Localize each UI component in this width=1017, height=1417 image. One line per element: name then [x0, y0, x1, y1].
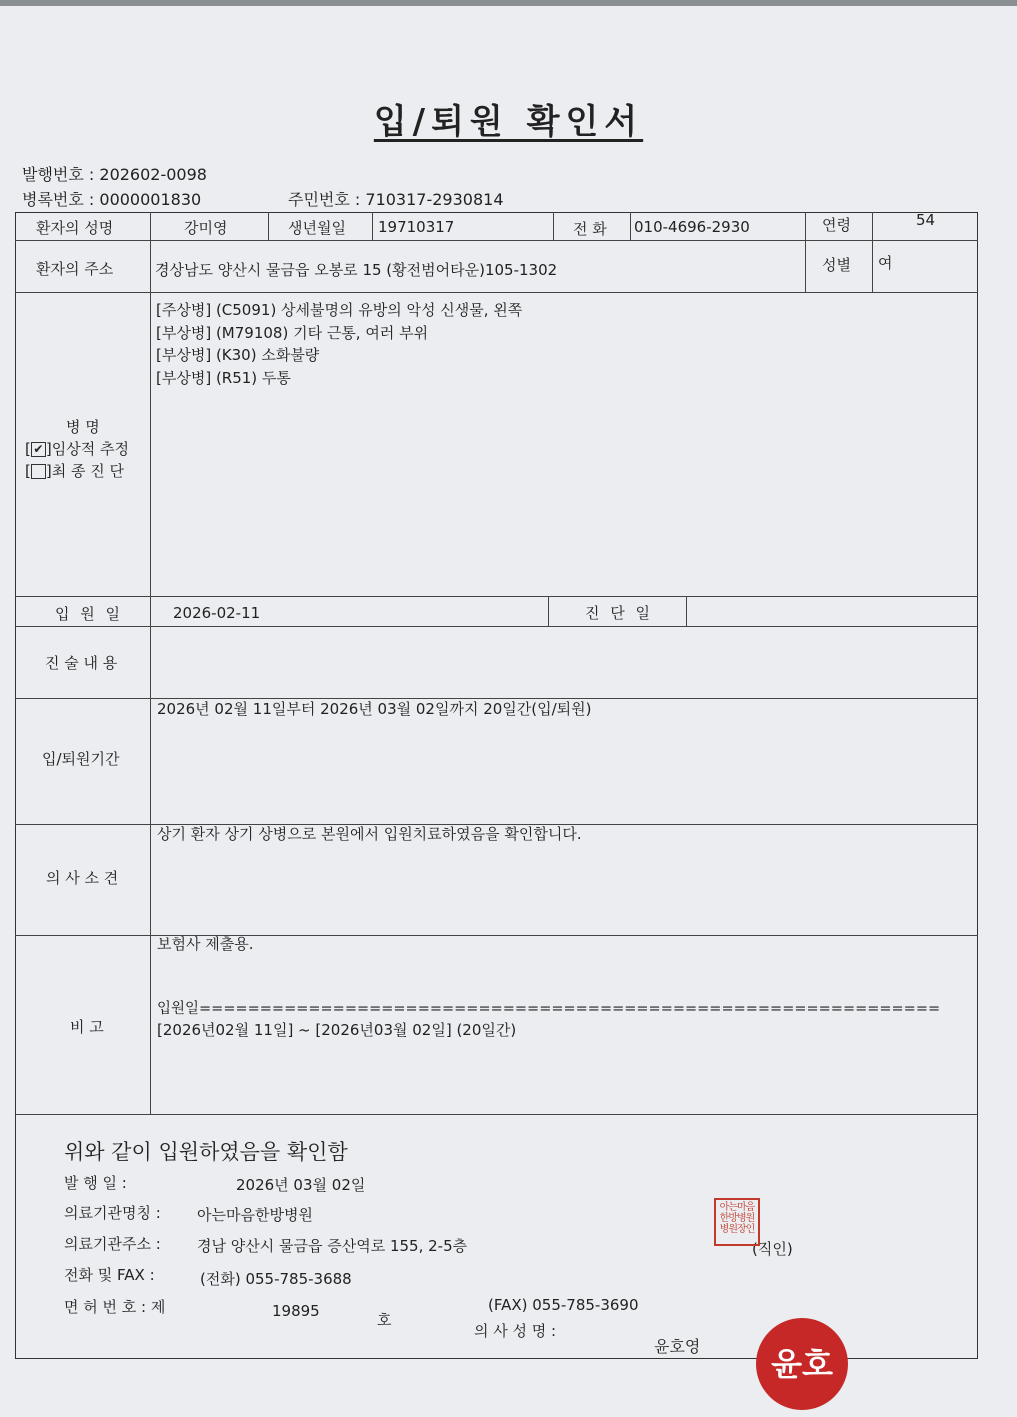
hospital-name-label: 의료기관명칭 : [64, 1204, 161, 1222]
col-divider [686, 596, 687, 626]
document-page [0, 6, 1017, 1417]
hospital-address: 경남 양산시 물금읍 증산역로 155, 2-5층 [197, 1237, 468, 1255]
row-divider [15, 596, 978, 597]
issue-number: 발행번호 : 202602-0098 [22, 165, 207, 184]
col-divider [372, 212, 373, 240]
document-title-wrap [0, 94, 1017, 143]
diagnosis-line: [부상병] (M79108) 기타 근통, 여러 부위 [156, 323, 429, 342]
remarks-label: 비 고 [70, 1018, 104, 1036]
doctor-seal-stamp: 윤호 [756, 1318, 848, 1410]
hospital-name: 아는마음한방병원 [197, 1206, 313, 1224]
col-divider [548, 596, 549, 626]
issue-date-label: 발 행 일 : [64, 1174, 127, 1192]
birth-date: 19710317 [378, 218, 455, 236]
hospital-seal-stamp: 아는마음 한방병원 병원장인 [714, 1198, 760, 1246]
row-divider [15, 240, 978, 241]
final-diagnosis-label: ]최 종 진 단 [45, 462, 124, 480]
statement-label: 진 술 내 용 [45, 654, 118, 672]
age-label: 연령 [822, 216, 851, 234]
phone-fax-label: 전화 및 FAX : [64, 1266, 155, 1284]
col-divider [268, 212, 269, 240]
col-divider [805, 212, 806, 292]
seal-note: (직인) [752, 1240, 793, 1258]
birth-label: 생년월일 [288, 219, 346, 237]
confirmation-statement: 위와 같이 입원하였음을 확인함 [64, 1140, 348, 1164]
bracket: [ [25, 462, 31, 480]
hospital-address-label: 의료기관주소 : [64, 1235, 161, 1253]
row-divider [15, 626, 978, 627]
address-label: 환자의 주소 [36, 260, 114, 278]
final-diagnosis-option [25, 460, 124, 481]
opinion-label: 의 사 소 견 [46, 869, 119, 887]
diagnosis-line: [주상병] (C5091) 상세불명의 유방의 악성 신생물, 왼쪽 [156, 301, 523, 319]
col-divider [872, 212, 873, 292]
diagnosis-date-label: 진 단 일 [585, 604, 654, 622]
doctor-name-label: 의 사 성 명 : [474, 1322, 557, 1340]
hospital-fax: (FAX) 055-785-3690 [488, 1296, 639, 1314]
admission-date: 2026-02-11 [173, 604, 261, 622]
patient-name-label: 환자의 성명 [36, 219, 114, 237]
row-divider [15, 1114, 978, 1115]
doctor-name: 윤호영 [654, 1337, 701, 1356]
hospital-phone: (전화) 055-785-3688 [200, 1270, 352, 1288]
record-number: 병록번호 : 0000001830 [22, 190, 202, 209]
diagnosis-line: [부상병] (K30) 소화불량 [156, 346, 320, 364]
patient-name: 강미영 [184, 219, 228, 237]
opinion-content: 상기 환자 상기 상병으로 본원에서 입원치료하였음을 확인합니다. [157, 825, 582, 843]
patient-address: 경상남도 양산시 물금읍 오봉로 15 (황전범어타운)105-1302 [155, 261, 558, 279]
phone-number: 010-4696-2930 [634, 218, 750, 236]
col-divider [630, 212, 631, 240]
diagnosis-label: 병 명 [66, 418, 100, 436]
remarks-line: 입원일============================================================= [157, 1001, 941, 1017]
resident-number: 주민번호 : 710317-2930814 [288, 190, 504, 209]
diagnosis-list [156, 299, 522, 389]
license-suffix: 호 [377, 1311, 392, 1329]
bracket: [ [25, 440, 31, 458]
clinical-checkbox[interactable]: ✔ [31, 442, 46, 457]
license-label: 면 허 번 호 : 제 [64, 1298, 166, 1316]
final-checkbox[interactable] [31, 464, 46, 479]
period-content: 2026년 02월 11일부터 2026년 03월 02일까지 20일간(입/퇴원) [157, 700, 592, 718]
row-divider [15, 292, 978, 293]
diagnosis-line: [부상병] (R51) 두통 [156, 368, 291, 387]
period-label: 입/퇴원기간 [42, 750, 120, 768]
phone-label: 전 화 [573, 220, 607, 238]
remarks-line: [2026년02월 11일] ~ [2026년03월 02일] (20일간) [157, 1021, 517, 1039]
sex-value: 여 [878, 254, 893, 272]
license-number: 19895 [272, 1302, 320, 1320]
remarks-line: 보험사 제출용. [157, 935, 254, 953]
clinical-estimate-label: ]임상적 추정 [45, 440, 129, 458]
document-title: 입/퇴원 확인서 [373, 102, 644, 142]
admission-label: 입 원 일 [55, 605, 124, 623]
issue-date: 2026년 03월 02일 [236, 1176, 366, 1194]
sex-label: 성별 [822, 256, 851, 274]
label-column-divider [150, 212, 151, 1114]
col-divider [553, 212, 554, 240]
clinical-estimate-option [25, 438, 129, 459]
age-value: 54 [916, 211, 936, 229]
